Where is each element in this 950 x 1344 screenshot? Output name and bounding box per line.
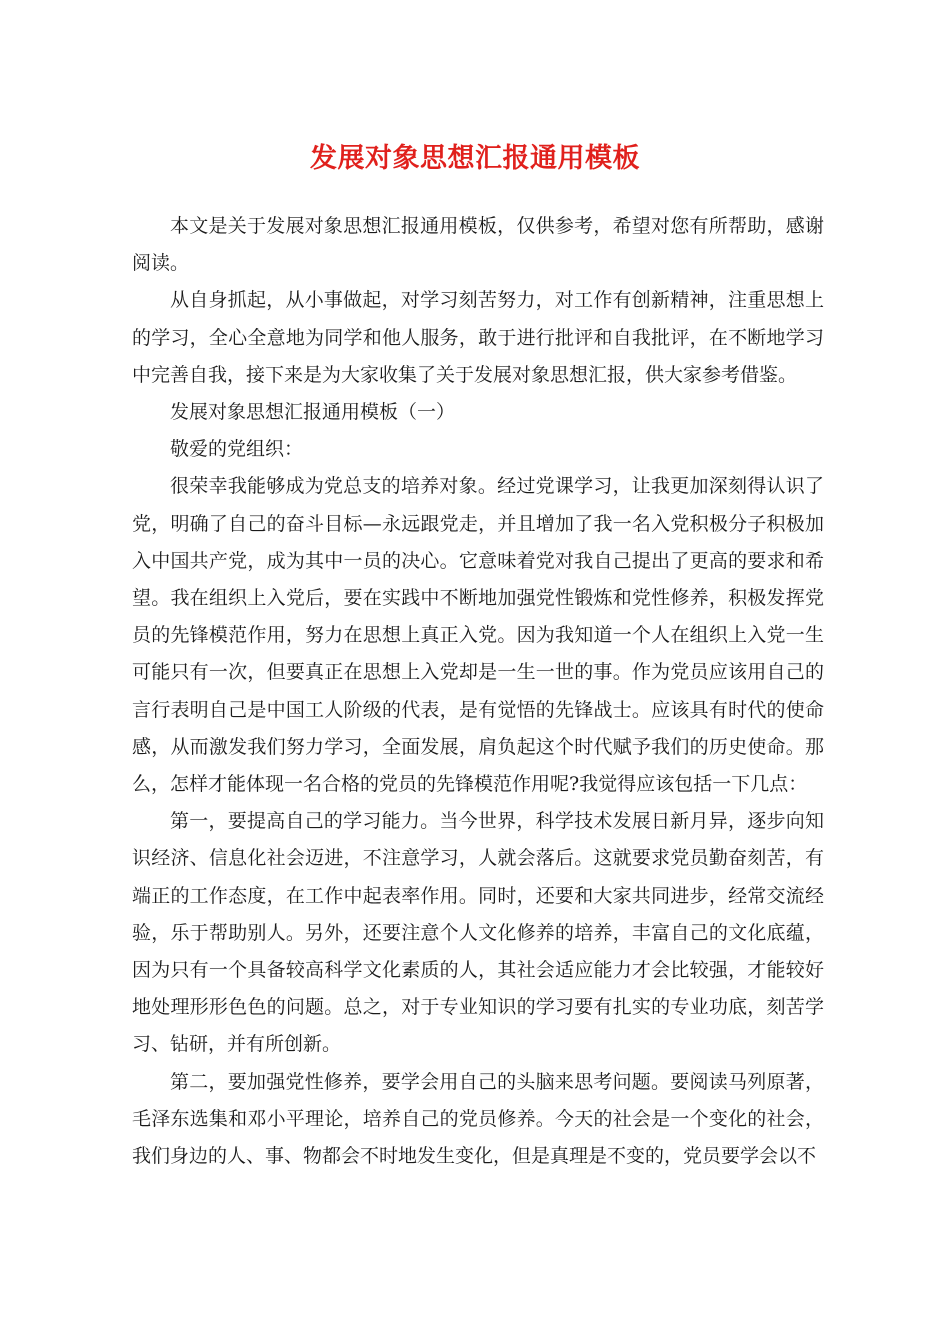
section-heading: 发展对象思想汇报通用模板（一） [170, 401, 456, 424]
paragraph-preface: 从自身抓起，从小事做起，对学习刻苦努力，对工作有创新精神，注重思想上的学习，全心全意地为同学和他人服务，敢于进行批评和自我批评，在不断地学习中完善自我，接下来是为大家收集了关于发展对象思想汇报，供大家参考借鉴。 [132, 289, 824, 386]
paragraph-main: 很荣幸我能够成为党总支的培养对象。经过党课学习，让我更加深刻得认识了党，明确了自己的奋斗目标—永远跟党走，并且增加了我一名入党积极分子积极加入中国共产党，成为其中一员的决心。它意味着党对我自己提出了更高的要求和希望。我在组织上入党后，要在实践中不断地加强党性锻炼和党性修养，积极发挥党员的先锋模范作用，努力在思想上真正入党。因为我知道一个人在组织上入党一生可能只有一次，但要真正在思想上入党却是一生一世的事。作为党员应该用自己的言行表明自己是中国工人阶级的代表，是有觉悟的先锋战士。应该具有时代的使命感，从而激发我们努力学习，全面发展，肩负起这个时代赋予我们的历史使命。那么，怎样才能体现一名合格的党员的先锋模范作用呢?我觉得应该包括一下几点： [132, 475, 824, 796]
paragraph-point-two: 第二，要加强党性修养，要学会用自己的头脑来思考问题。要阅读马列原著，毛泽东选集和邓小平理论，培养自己的党员修养。今天的社会是一个变化的社会，我们身边的人、事、物都会不时地发生变化，但是真理是不变的，党员要学会以不 [132, 1070, 824, 1168]
document-title: 发展对象思想汇报通用模板 [310, 143, 640, 174]
salutation: 敬爱的党组织： [170, 438, 304, 461]
paragraph-point-one: 第一，要提高自己的学习能力。当今世界，科学技术发展日新月异，逐步向知识经济、信息化社会迈进，不注意学习，人就会落后。这就要求党员勤奋刻苦，有端正的工作态度，在工作中起表率作用。同时，还要和大家共同进步，经常交流经验，乐于帮助别人。另外，还要注意个人文化修养的培养，丰富自己的文化底蕴，因为只有一个具备较高科学文化素质的人，其社会适应能力才会比较强，才能较好地处理形形色色的问题。总之，对于专业知识的学习要有扎实的专业功底，刻苦学习、钻研，并有所创新。 [132, 810, 824, 1056]
document-body [132, 208, 824, 1175]
paragraph-intro: 本文是关于发展对象思想汇报通用模板，仅供参考，希望对您有所帮助，感谢阅读。 [132, 215, 824, 275]
